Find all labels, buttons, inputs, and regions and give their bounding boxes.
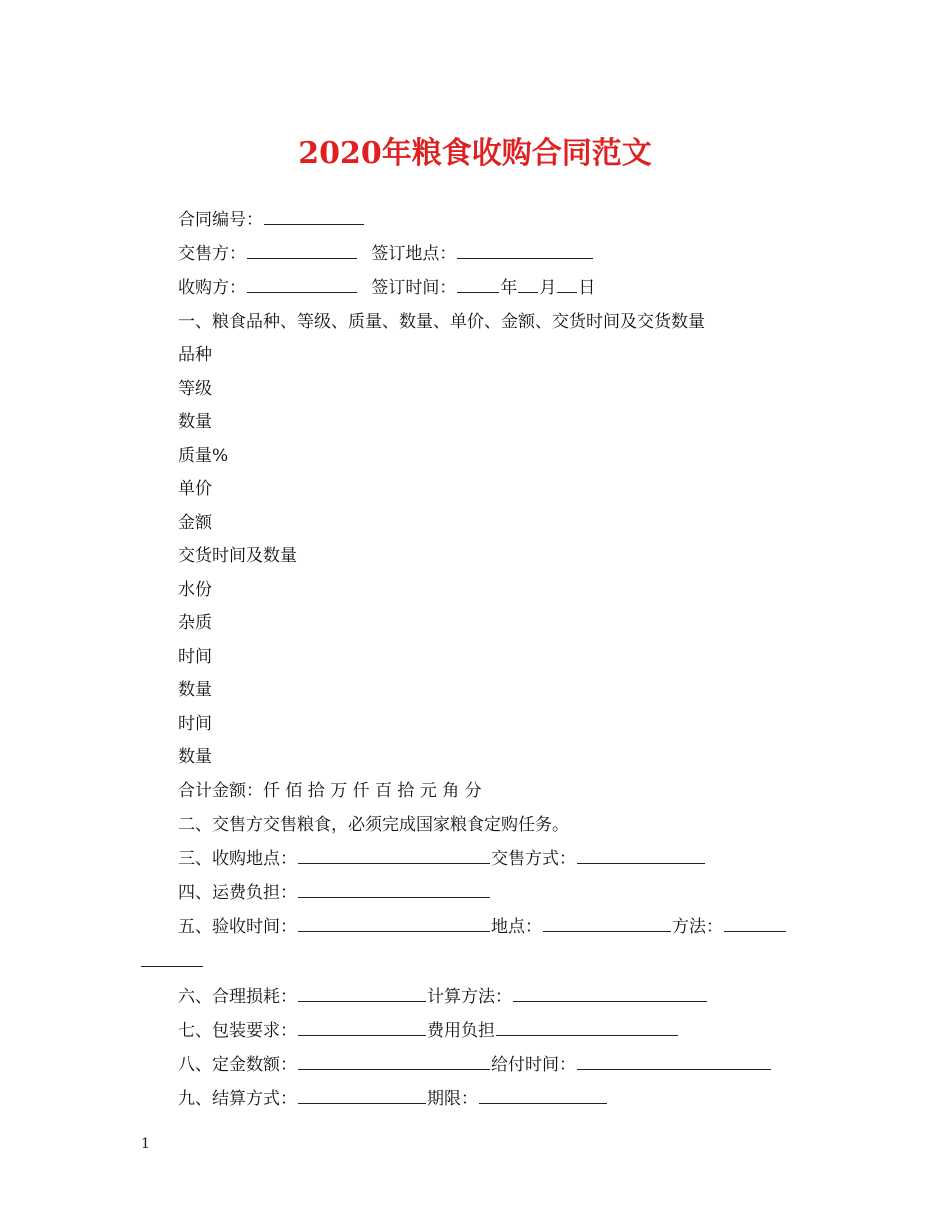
sign-time-label: 签订时间： [371, 278, 457, 298]
clause-8-label: 八、定金数额： [178, 1055, 297, 1075]
contract-number-line [178, 208, 365, 232]
delivery-method-label: 交售方式： [491, 849, 576, 869]
clause-2: 二、交售方交售粮食，必须完成国家粮食定购任务。 [178, 815, 569, 835]
loss-blank [298, 986, 426, 1002]
clause-5-label: 五、验收时间： [178, 917, 297, 937]
list-item: 数量 [178, 680, 212, 700]
payment-time-label: 给付时间： [491, 1055, 576, 1075]
purchase-place-blank [298, 848, 490, 864]
list-item: 杂质 [178, 613, 212, 633]
year-blank [457, 277, 499, 293]
delivery-method-blank [577, 848, 705, 864]
clause-9-label: 九、结算方式： [178, 1089, 297, 1109]
list-item: 水份 [178, 580, 212, 600]
clause-5 [178, 915, 787, 939]
inspection-place-blank [543, 916, 671, 932]
clause-3 [178, 847, 706, 871]
packaging-blank [298, 1020, 426, 1036]
clause-4 [178, 881, 491, 905]
page-number: 1 [141, 1136, 150, 1152]
clause-3-label: 三、收购地点： [178, 849, 297, 869]
calc-method-blank [513, 986, 707, 1002]
day-blank [557, 277, 577, 293]
sign-place-blank [457, 243, 593, 259]
cost-burden-blank [496, 1020, 678, 1036]
term-blank [479, 1088, 607, 1104]
day-label: 日 [578, 278, 596, 298]
seller-line [178, 242, 594, 266]
clause-7-label: 七、包装要求： [178, 1021, 297, 1041]
inspection-method-blank [724, 916, 786, 932]
month-label: 月 [539, 278, 557, 298]
seller-label: 交售方： [178, 244, 246, 264]
calc-method-label: 计算方法： [427, 987, 512, 1007]
list-item: 等级 [178, 379, 212, 399]
deposit-blank [298, 1054, 490, 1070]
buyer-line [178, 276, 595, 300]
clause-5-continuation [140, 950, 204, 974]
cost-burden-label: 费用负担 [427, 1021, 495, 1041]
inspection-method-blank-continued [141, 951, 203, 967]
document-title: 2020年粮食收购合同范文 [298, 136, 652, 171]
buyer-label: 收购方： [178, 278, 246, 298]
list-item: 金额 [178, 513, 212, 533]
clause-6 [178, 985, 708, 1009]
inspection-method-label: 方法： [672, 917, 723, 937]
contract-number-blank [264, 209, 364, 225]
clause-8 [178, 1053, 772, 1077]
list-item: 数量 [178, 412, 212, 432]
clause-9 [178, 1087, 608, 1111]
list-item: 数量 [178, 747, 212, 767]
inspection-place-label: 地点： [491, 917, 542, 937]
list-item: 单价 [178, 479, 212, 499]
payment-time-blank [577, 1054, 771, 1070]
list-item: 质量% [178, 446, 229, 466]
list-item: 时间 [178, 714, 212, 734]
month-blank [518, 277, 538, 293]
list-item: 时间 [178, 647, 212, 667]
sign-place-label: 签订地点： [371, 244, 457, 264]
clause-6-label: 六、合理损耗： [178, 987, 297, 1007]
year-label: 年 [500, 278, 518, 298]
seller-blank [247, 243, 357, 259]
settlement-blank [298, 1088, 426, 1104]
contract-number-label: 合同编号： [178, 210, 263, 230]
list-item: 交货时间及数量 [178, 546, 297, 566]
freight-blank [298, 882, 490, 898]
total-amount-line: 合计金额：仟 佰 拾 万 仟 百 拾 元 角 分 [178, 781, 482, 801]
section-1-heading: 一、粮食品种、等级、质量、数量、单价、金额、交货时间及交货数量 [178, 312, 705, 332]
clause-7 [178, 1019, 679, 1043]
term-label: 期限： [427, 1089, 478, 1109]
list-item: 品种 [178, 345, 212, 365]
buyer-blank [247, 277, 357, 293]
clause-4-label: 四、运费负担： [178, 883, 297, 903]
inspection-time-blank [298, 916, 490, 932]
